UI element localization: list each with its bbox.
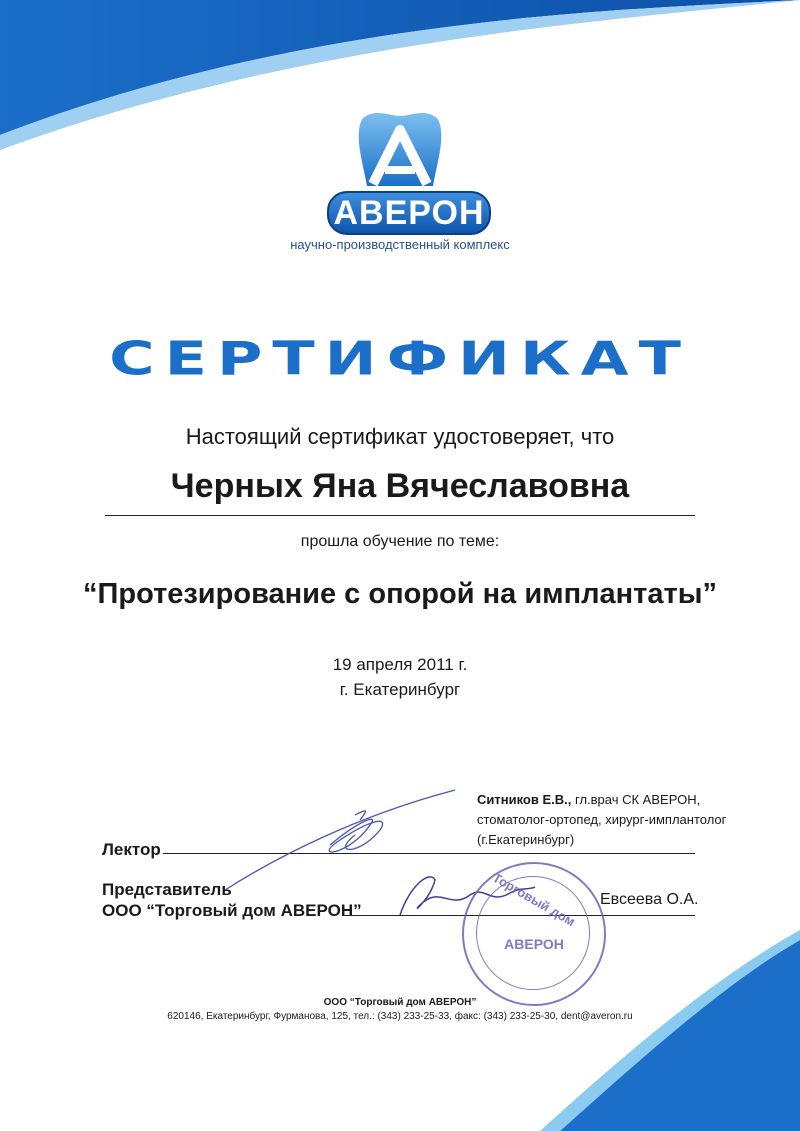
certificate-city: г. Екатеринбург: [339, 680, 461, 699]
course-topic: “Протезирование с опорой на имплантаты”: [83, 578, 717, 610]
completed-text: прошла обучение по теме:: [300, 533, 500, 550]
lecturer-name: Ситников Е.В.,: [477, 792, 572, 807]
recipient-underline: [105, 515, 695, 516]
stamp-ring-text: Торговый дом: [490, 869, 578, 930]
averon-tooth-logo-icon: [355, 108, 445, 188]
lecturer-specialty: стоматолог-ортопед, хирург-имплантолог: [477, 812, 727, 827]
recipient-name: Черных Яна Вячеславовна: [170, 467, 630, 505]
intro-text: Настоящий сертификат удостоверяет, что: [185, 424, 615, 449]
representative-company: ООО “Торговый дом АВЕРОН”: [102, 901, 362, 920]
bottom-swoosh-decoration: [0, 930, 800, 1131]
footer-address: 620146, Екатеринбург, Фурманова, 125, тел.: (343) 233-25-33, факс: (343) 233-25-30, dent@averon.ru: [167, 1011, 633, 1022]
representative-name: Евсеева О.А.: [600, 891, 699, 908]
company-stamp: [462, 862, 606, 1006]
stamp-text: АВЕРОН: [504, 936, 564, 952]
lecturer-label: Лектор: [102, 840, 161, 859]
logo-badge: [327, 191, 491, 235]
lecturer-position: гл.врач СК АВЕРОН,: [571, 792, 701, 807]
logo-brand-name: АВЕРОН: [333, 194, 485, 232]
representative-label: Представитель: [102, 880, 232, 899]
footer-company: ООО “Торговый дом АВЕРОН”: [323, 997, 477, 1008]
lecturer-info: [477, 790, 726, 850]
certificate-title: СЕРТИФИКАТ: [109, 331, 691, 386]
lecturer-city: (г.Екатеринбург): [477, 832, 575, 847]
logo-subtitle: научно-производственный комплекс: [290, 237, 510, 252]
certificate-date: 19 апреля 2011 г.: [332, 655, 468, 674]
